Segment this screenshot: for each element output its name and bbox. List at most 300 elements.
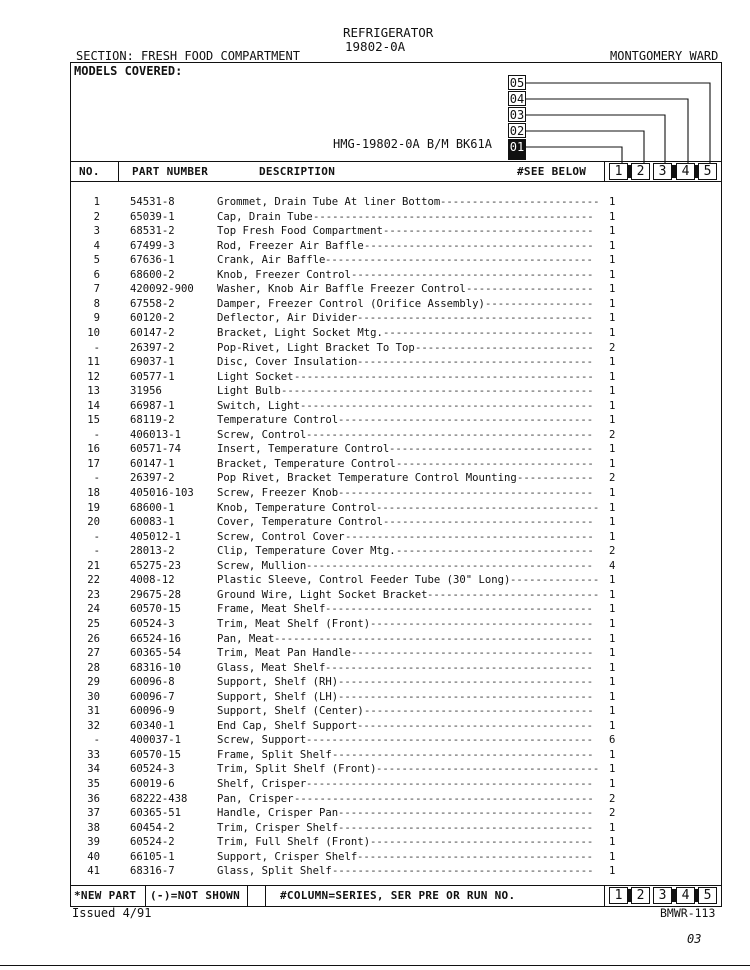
footer-divider-3 (265, 885, 266, 907)
part-number: 26397-2 (130, 341, 175, 354)
part-description: Frame, Split Shelf (217, 748, 332, 761)
quantity: 1 (609, 705, 616, 718)
footer-series-marker-1 (627, 889, 631, 902)
item-number: 23 (87, 588, 100, 601)
quantity: 1 (609, 778, 616, 790)
part-description: Bracket, Temperature Control (217, 457, 396, 470)
part-number: 68600-2 (130, 268, 175, 281)
footer-series-marker-3 (672, 889, 676, 902)
quantity: 1 (609, 821, 616, 834)
series-col-5: 5 (698, 163, 717, 180)
part-description: Rod, Freezer Air Baffle (217, 239, 364, 252)
models-covered-label: MODELS COVERED: (74, 64, 183, 78)
table-row (0, 793, 750, 808)
part-number: 60577-1 (130, 370, 175, 383)
part-number: 29675-28 (130, 588, 182, 601)
part-number: 68531-2 (130, 225, 175, 238)
issued-date: Issued 4/91 (72, 906, 152, 920)
part-number: 60340-1 (130, 719, 175, 732)
part-description: Support, Crisper Shelf (217, 850, 358, 863)
table-row (0, 400, 750, 415)
part-number: 68222-438 (130, 792, 188, 805)
item-number: 1 (93, 196, 100, 208)
series-col-4: 4 (676, 163, 695, 180)
part-number: 60147-1 (130, 457, 175, 470)
table-row (0, 342, 750, 357)
series-lead-lines (520, 70, 720, 170)
dash-leader: -------------------------------------- (351, 647, 594, 660)
part-description: Pop-Rivet, Light Bracket To Top (217, 341, 415, 354)
table-row (0, 371, 750, 386)
dash-leader: ----------------------------------------- (332, 748, 594, 761)
item-number: - (93, 530, 100, 543)
dash-leader: ------------------------------------- (357, 356, 593, 369)
item-number: 22 (87, 574, 100, 587)
dash-leader: ------------------------------- (396, 545, 594, 558)
item-number: 17 (87, 457, 100, 470)
quantity: 1 (609, 457, 616, 470)
col-part-number: PART NUMBER (132, 165, 209, 178)
table-row (0, 691, 750, 706)
part-description: Pan, Meat (217, 632, 275, 645)
dash-leader: ----------------------------------------- (332, 865, 594, 878)
dash-leader: ------------ (517, 472, 594, 485)
part-number: 60147-2 (130, 326, 175, 339)
quantity: 2 (609, 792, 616, 805)
quantity: 1 (609, 414, 616, 427)
dash-leader: ----------------------------------- (376, 763, 600, 776)
dash-leader: --------------------------- (427, 588, 600, 601)
part-number: 60365-51 (130, 807, 182, 820)
part-number: 28013-2 (130, 545, 175, 558)
dash-leader: --------------------------------- (383, 516, 594, 529)
part-number: 60570-15 (130, 603, 182, 616)
quantity: 1 (609, 763, 616, 776)
dash-leader: ------------------------------------- (357, 312, 593, 325)
part-description: Support, Shelf (RH) (217, 676, 339, 689)
quantity: 1 (609, 283, 616, 296)
part-number: 65275-23 (130, 559, 182, 572)
dash-leader: ----------------------------------- (370, 836, 594, 849)
quantity: 1 (609, 865, 616, 878)
table-row (0, 240, 750, 255)
dash-leader: ---------------------------------------- (338, 690, 594, 703)
footer-series-3: 3 (653, 887, 672, 904)
dash-leader: -------------------------------- (389, 443, 594, 456)
dash-leader: ----------------------------------- (370, 617, 594, 630)
dash-leader: ------------------------------------ (364, 239, 594, 252)
table-row (0, 618, 750, 633)
quantity: 1 (609, 443, 616, 456)
table-row (0, 356, 750, 371)
quantity: 4 (609, 559, 616, 572)
part-description: Trim, Meat Pan Handle (217, 647, 351, 660)
item-number: 15 (87, 414, 100, 427)
dash-leader: ------------------------------------------ (325, 254, 593, 267)
dash-leader: ----------------------------------------------- (294, 370, 594, 383)
item-number: 33 (87, 748, 100, 761)
part-description: Grommet, Drain Tube At liner Bottom (217, 196, 441, 208)
part-description: Light Bulb (217, 385, 281, 398)
part-number: 66105-1 (130, 850, 175, 863)
dash-leader: ------------------------------------------ (325, 603, 593, 616)
dash-leader: ------------------------- (440, 196, 600, 208)
part-number: 66987-1 (130, 399, 175, 412)
quantity: 1 (609, 676, 616, 689)
part-number: 66524-16 (130, 632, 182, 645)
quantity: 1 (609, 501, 616, 514)
part-number: 60120-2 (130, 312, 175, 325)
model-tag-03: 03 (509, 108, 525, 122)
quantity: 1 (609, 617, 616, 630)
quantity: 1 (609, 530, 616, 543)
item-number: 26 (87, 632, 100, 645)
part-description: Light Socket (217, 370, 294, 383)
dash-leader: -------------------------------------- (351, 268, 594, 281)
page-mark: 03 (687, 932, 702, 946)
quantity: 1 (609, 210, 616, 223)
part-description: Top Fresh Food Compartment (217, 225, 383, 238)
dash-leader: ----------------------------------------------- (294, 792, 594, 805)
header-top-rule (70, 161, 722, 162)
item-number: 12 (87, 370, 100, 383)
item-number: 31 (87, 705, 100, 718)
table-row (0, 196, 750, 211)
table-row (0, 487, 750, 502)
part-number: 60454-2 (130, 821, 175, 834)
table-row (0, 836, 750, 851)
model-tag-04: 04 (509, 92, 525, 106)
dash-leader: --------------------------------------------- (306, 734, 594, 747)
part-number: 400037-1 (130, 734, 182, 747)
item-number: - (93, 341, 100, 354)
table-row (0, 429, 750, 444)
part-description: Frame, Meat Shelf (217, 603, 326, 616)
table-row (0, 560, 750, 575)
table-row (0, 269, 750, 284)
item-number: - (93, 428, 100, 441)
item-number: 9 (93, 312, 100, 325)
item-number: 39 (87, 836, 100, 849)
series-col-marker-4 (694, 165, 698, 178)
part-description: Support, Shelf (LH) (217, 690, 339, 703)
part-number: 65039-1 (130, 210, 175, 223)
dash-leader: ---------------------------- (415, 341, 594, 354)
title-line-2: 19802-0A (345, 39, 406, 54)
quantity: 1 (609, 647, 616, 660)
dash-leader: --------------------------------------------- (306, 559, 594, 572)
model-tag-05: 05 (509, 76, 525, 90)
series-col-1: 1 (609, 163, 628, 180)
part-description: Crank, Air Baffle (217, 254, 326, 267)
item-number: 20 (87, 516, 100, 529)
document-code: BMWR-113 (660, 906, 716, 920)
dash-leader: ------------------------------------ (364, 705, 594, 718)
footer-divider-1 (145, 885, 146, 907)
dash-leader: ---------------------------------------- (338, 821, 594, 834)
item-number: 14 (87, 399, 100, 412)
quantity: 1 (609, 588, 616, 601)
item-number: 19 (87, 501, 100, 514)
col-no: NO. (79, 165, 100, 178)
quantity: 1 (609, 196, 616, 208)
dash-leader: --------------------------------------------- (306, 428, 594, 441)
item-number: 8 (93, 297, 100, 310)
table-row (0, 734, 750, 749)
quantity: 1 (609, 356, 616, 369)
dash-leader: -------------------------------------------------- (274, 632, 593, 645)
part-number: 68316-10 (130, 661, 182, 674)
item-number: 13 (87, 385, 100, 398)
quantity: 1 (609, 487, 616, 499)
footer-series-1: 1 (609, 887, 628, 904)
quantity: 1 (609, 719, 616, 732)
part-description: Knob, Freezer Control (217, 268, 351, 281)
part-number: 67558-2 (130, 297, 175, 310)
quantity: 1 (609, 312, 616, 325)
part-description: Support, Shelf (Center) (217, 705, 364, 718)
part-description: Temperature Control (217, 414, 339, 427)
part-number: 60096-9 (130, 705, 175, 718)
table-row (0, 458, 750, 473)
table-row (0, 676, 750, 691)
quantity: 2 (609, 545, 616, 558)
part-number: 67636-1 (130, 254, 175, 267)
part-number: 68119-2 (130, 414, 175, 427)
brand-label: MONTGOMERY WARD (610, 49, 719, 63)
quantity: 1 (609, 574, 616, 587)
part-description: Trim, Split Shelf (Front) (217, 763, 377, 776)
table-row (0, 589, 750, 604)
dash-leader: --------------------------------------- (345, 530, 594, 543)
part-description: Glass, Meat Shelf (217, 661, 326, 674)
table-row (0, 298, 750, 313)
quantity: 2 (609, 341, 616, 354)
quantity: 1 (609, 690, 616, 703)
part-number: 60571-74 (130, 443, 182, 456)
item-number: 29 (87, 676, 100, 689)
dash-leader: ---------------------------------------- (338, 487, 594, 499)
item-number: 3 (93, 225, 100, 238)
part-number: 60524-3 (130, 763, 175, 776)
part-description: Cover, Temperature Control (217, 516, 383, 529)
item-number: 27 (87, 647, 100, 660)
part-description: Handle, Crisper Pan (217, 807, 339, 820)
table-row (0, 443, 750, 458)
table-row (0, 720, 750, 735)
part-description: Knob, Temperature Control (217, 501, 377, 514)
dash-leader: ------------------------------------- (357, 719, 593, 732)
item-number: 38 (87, 821, 100, 834)
part-description: Trim, Crisper Shelf (217, 821, 339, 834)
quantity: 1 (609, 254, 616, 267)
quantity: 1 (609, 748, 616, 761)
dash-leader: -------------- (510, 574, 600, 587)
footer-new-part: *NEW PART (74, 889, 137, 902)
quantity: 1 (609, 836, 616, 849)
item-number: 6 (93, 268, 100, 281)
part-number: 60096-7 (130, 690, 175, 703)
table-row (0, 414, 750, 429)
model-number: HMG-19802-0A B/M BK61A (333, 137, 492, 151)
dash-leader: ---------------------------------------- (338, 414, 594, 427)
table-row (0, 603, 750, 618)
quantity: 1 (609, 225, 616, 238)
part-number: 60524-3 (130, 617, 175, 630)
item-number: 16 (87, 443, 100, 456)
part-number: 68600-1 (130, 501, 175, 514)
dash-leader: ----------------------------------- (376, 501, 600, 514)
quantity: 1 (609, 516, 616, 529)
footer-series-5: 5 (698, 887, 717, 904)
part-number: 60570-15 (130, 748, 182, 761)
item-number: 34 (87, 763, 100, 776)
title-line-1: REFRIGERATOR (343, 25, 434, 40)
quantity: 1 (609, 239, 616, 252)
part-description: Switch, Light (217, 399, 300, 412)
table-row (0, 778, 750, 793)
part-description: Glass, Split Shelf (217, 865, 332, 878)
footer-series-4: 4 (676, 887, 695, 904)
series-col-marker-1 (627, 165, 631, 178)
part-number: 60365-54 (130, 647, 182, 660)
table-row (0, 822, 750, 837)
part-number: 60083-1 (130, 516, 175, 529)
item-number: 24 (87, 603, 100, 616)
quantity: 6 (609, 734, 616, 747)
part-description: Washer, Knob Air Baffle Freezer Control (217, 283, 466, 296)
part-number: 405012-1 (130, 530, 182, 543)
table-row (0, 312, 750, 327)
quantity: 1 (609, 399, 616, 412)
item-number: 36 (87, 792, 100, 805)
table-row (0, 865, 750, 880)
dash-leader: ------------------------------------------------- (281, 385, 594, 398)
header-bottom-rule (70, 181, 722, 182)
quantity: 1 (609, 268, 616, 281)
col-divider-2 (604, 161, 605, 181)
part-number: 60524-2 (130, 836, 175, 849)
part-number: 4008-12 (130, 574, 175, 587)
item-number: 5 (93, 254, 100, 267)
part-number: 67499-3 (130, 239, 175, 252)
part-number: 60019-6 (130, 778, 175, 790)
part-description: Damper, Freezer Control (Orifice Assembly) (217, 297, 485, 310)
footer-divider-2 (247, 885, 248, 907)
table-row (0, 705, 750, 720)
part-description: Screw, Control Cover (217, 530, 345, 543)
model-tag-01: 01 (509, 140, 525, 154)
part-description: Deflector, Air Divider (217, 312, 358, 325)
table-row (0, 531, 750, 546)
part-number: 26397-2 (130, 472, 175, 485)
part-description: Bracket, Light Socket Mtg. (217, 326, 383, 339)
table-row (0, 574, 750, 589)
col-see-below: #SEE BELOW (517, 165, 587, 178)
table-row (0, 385, 750, 400)
item-number: 21 (87, 559, 100, 572)
series-col-2: 2 (631, 163, 650, 180)
table-row (0, 283, 750, 298)
dash-leader: ---------------------------------------- (338, 807, 594, 820)
part-description: Trim, Meat Shelf (Front) (217, 617, 371, 630)
item-number: 41 (87, 865, 100, 878)
part-number: 405016-103 (130, 487, 194, 499)
quantity: 2 (609, 428, 616, 441)
footer-divider-4 (604, 885, 605, 907)
item-number: 7 (93, 283, 100, 296)
table-row (0, 633, 750, 648)
item-number: 32 (87, 719, 100, 732)
dash-leader: ------------------------------------- (357, 850, 593, 863)
item-number: 2 (93, 210, 100, 223)
quantity: 2 (609, 807, 616, 820)
part-number: 31956 (130, 385, 162, 398)
table-row (0, 851, 750, 866)
quantity: 1 (609, 632, 616, 645)
quantity: 1 (609, 370, 616, 383)
item-number: - (93, 472, 100, 485)
item-number: 30 (87, 690, 100, 703)
item-number: - (93, 545, 100, 558)
table-row (0, 254, 750, 269)
footer-not-shown: (-)=NOT SHOWN (150, 889, 240, 902)
series-col-3: 3 (653, 163, 672, 180)
item-number: - (93, 734, 100, 747)
table-row (0, 516, 750, 531)
part-description: Screw, Mullion (217, 559, 307, 572)
table-row (0, 749, 750, 764)
col-description: DESCRIPTION (259, 165, 336, 178)
part-description: Screw, Control (217, 428, 307, 441)
table-row (0, 807, 750, 822)
part-description: Screw, Freezer Knob (217, 487, 339, 499)
dash-leader: --------------------------------------------- (306, 778, 594, 790)
part-description: Insert, Temperature Control (217, 443, 390, 456)
quantity: 1 (609, 850, 616, 863)
col-divider-1 (118, 161, 119, 181)
table-row (0, 647, 750, 662)
series-col-marker-3 (672, 165, 676, 178)
page-bottom-rule (0, 965, 750, 966)
table-row (0, 662, 750, 677)
item-number: 18 (87, 487, 100, 499)
part-description: Screw, Support (217, 734, 307, 747)
table-row (0, 211, 750, 226)
item-number: 25 (87, 617, 100, 630)
table-row (0, 225, 750, 240)
item-number: 40 (87, 850, 100, 863)
dash-leader: ------------------------------- (396, 457, 594, 470)
section-label: SECTION: FRESH FOOD COMPARTMENT (76, 49, 300, 63)
dash-leader: ---------------------------------------- (338, 676, 594, 689)
quantity: 1 (609, 297, 616, 310)
part-number: 406013-1 (130, 428, 182, 441)
quantity: 1 (609, 603, 616, 616)
part-description: Shelf, Crisper (217, 778, 307, 790)
part-description: Clip, Temperature Cover Mtg. (217, 545, 396, 558)
quantity: 1 (609, 326, 616, 339)
table-row (0, 472, 750, 487)
part-number: 54531-8 (130, 196, 175, 208)
item-number: 10 (87, 326, 100, 339)
part-number: 60096-8 (130, 676, 175, 689)
dash-leader: ----------------- (485, 297, 594, 310)
part-description: Ground Wire, Light Socket Bracket (217, 588, 428, 601)
item-number: 28 (87, 661, 100, 674)
item-number: 11 (87, 356, 100, 369)
part-description: Disc, Cover Insulation (217, 356, 358, 369)
